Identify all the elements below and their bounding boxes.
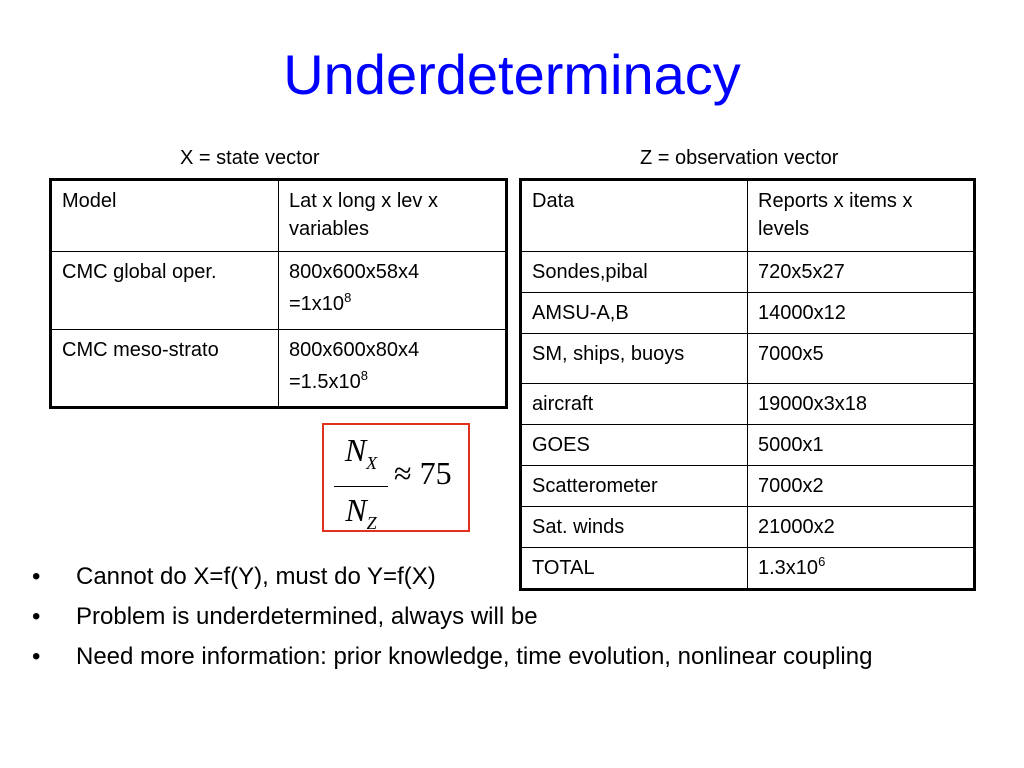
fraction-numerator — [334, 431, 388, 482]
table-cell: TOTAL — [521, 548, 748, 590]
observation-vector-table — [519, 178, 976, 591]
state-vector-table — [49, 178, 508, 409]
table-row — [521, 425, 975, 466]
table-cell: Reports x items x levels — [748, 180, 975, 252]
approx-value: ≈ 75 — [394, 455, 452, 491]
table-cell: 19000x3x18 — [748, 384, 975, 425]
table-cell: Lat x long x lev x variables — [279, 180, 507, 252]
cell-value: 1.3x10 — [758, 557, 819, 579]
state-vector-caption: X = state vector — [180, 147, 320, 169]
table-cell: 5000x1 — [748, 425, 975, 466]
numerator-symbol: N — [344, 432, 367, 468]
table-cell: Data — [521, 180, 748, 252]
table-cell: CMC global oper. — [51, 252, 279, 330]
cell-line: 800x600x58x4 — [289, 261, 420, 283]
list-item — [28, 562, 948, 592]
denominator-subscript: Z — [366, 513, 377, 533]
table-cell: 7000x5 — [748, 334, 975, 384]
table-row — [521, 252, 975, 293]
cell-line: 800x600x80x4 — [289, 339, 420, 361]
bullet-icon: • — [32, 643, 41, 670]
table-row — [521, 466, 975, 507]
bullet-text: Problem is underdetermined, always will be — [76, 603, 538, 630]
exponent: 8 — [344, 290, 352, 305]
cell-line — [289, 290, 497, 318]
table-cell — [279, 330, 507, 408]
bullet-text: Cannot do X=f(Y), must do Y=f(X) — [76, 563, 436, 590]
table-cell: 7000x2 — [748, 466, 975, 507]
table-row — [521, 507, 975, 548]
table-cell: Model — [51, 180, 279, 252]
table-cell: 14000x12 — [748, 293, 975, 334]
cell-value: =1x10 — [289, 293, 345, 315]
exponent: 6 — [818, 554, 826, 569]
table-cell: aircraft — [521, 384, 748, 425]
table-cell: SM, ships, buoys — [521, 334, 748, 384]
table-cell: GOES — [521, 425, 748, 466]
table-cell: CMC meso-strato — [51, 330, 279, 408]
bullet-icon: • — [32, 563, 41, 590]
table-row — [51, 330, 507, 408]
ratio-fraction — [334, 431, 388, 542]
list-item — [28, 642, 948, 672]
slide-title: Underdeterminacy — [283, 43, 741, 106]
table-cell: 720x5x27 — [748, 252, 975, 293]
table-row — [521, 334, 975, 384]
table-cell: AMSU-A,B — [521, 293, 748, 334]
table-row — [51, 252, 507, 330]
table-cell: Scatterometer — [521, 466, 748, 507]
numerator-subscript: X — [366, 453, 378, 473]
table-cell — [279, 252, 507, 330]
table-row — [521, 384, 975, 425]
table-cell: 21000x2 — [748, 507, 975, 548]
fraction-denominator — [334, 491, 388, 542]
cell-line — [289, 368, 497, 396]
observation-vector-caption: Z = observation vector — [640, 147, 839, 169]
cell-value: =1.5x10 — [289, 371, 361, 393]
bullet-icon: • — [32, 603, 41, 630]
bullet-text: Need more information: prior knowledge, time evolution, nonlinear coupling — [76, 643, 873, 670]
denominator-symbol: N — [345, 492, 367, 528]
table-cell: Sondes,pibal — [521, 252, 748, 293]
ratio-formula-box — [322, 423, 470, 532]
bullet-list — [28, 562, 948, 682]
fraction-bar — [334, 486, 388, 487]
table-row — [521, 180, 975, 252]
table-cell: Sat. winds — [521, 507, 748, 548]
table-row — [521, 293, 975, 334]
exponent: 8 — [360, 368, 368, 383]
table-row — [51, 180, 507, 252]
list-item — [28, 602, 948, 632]
